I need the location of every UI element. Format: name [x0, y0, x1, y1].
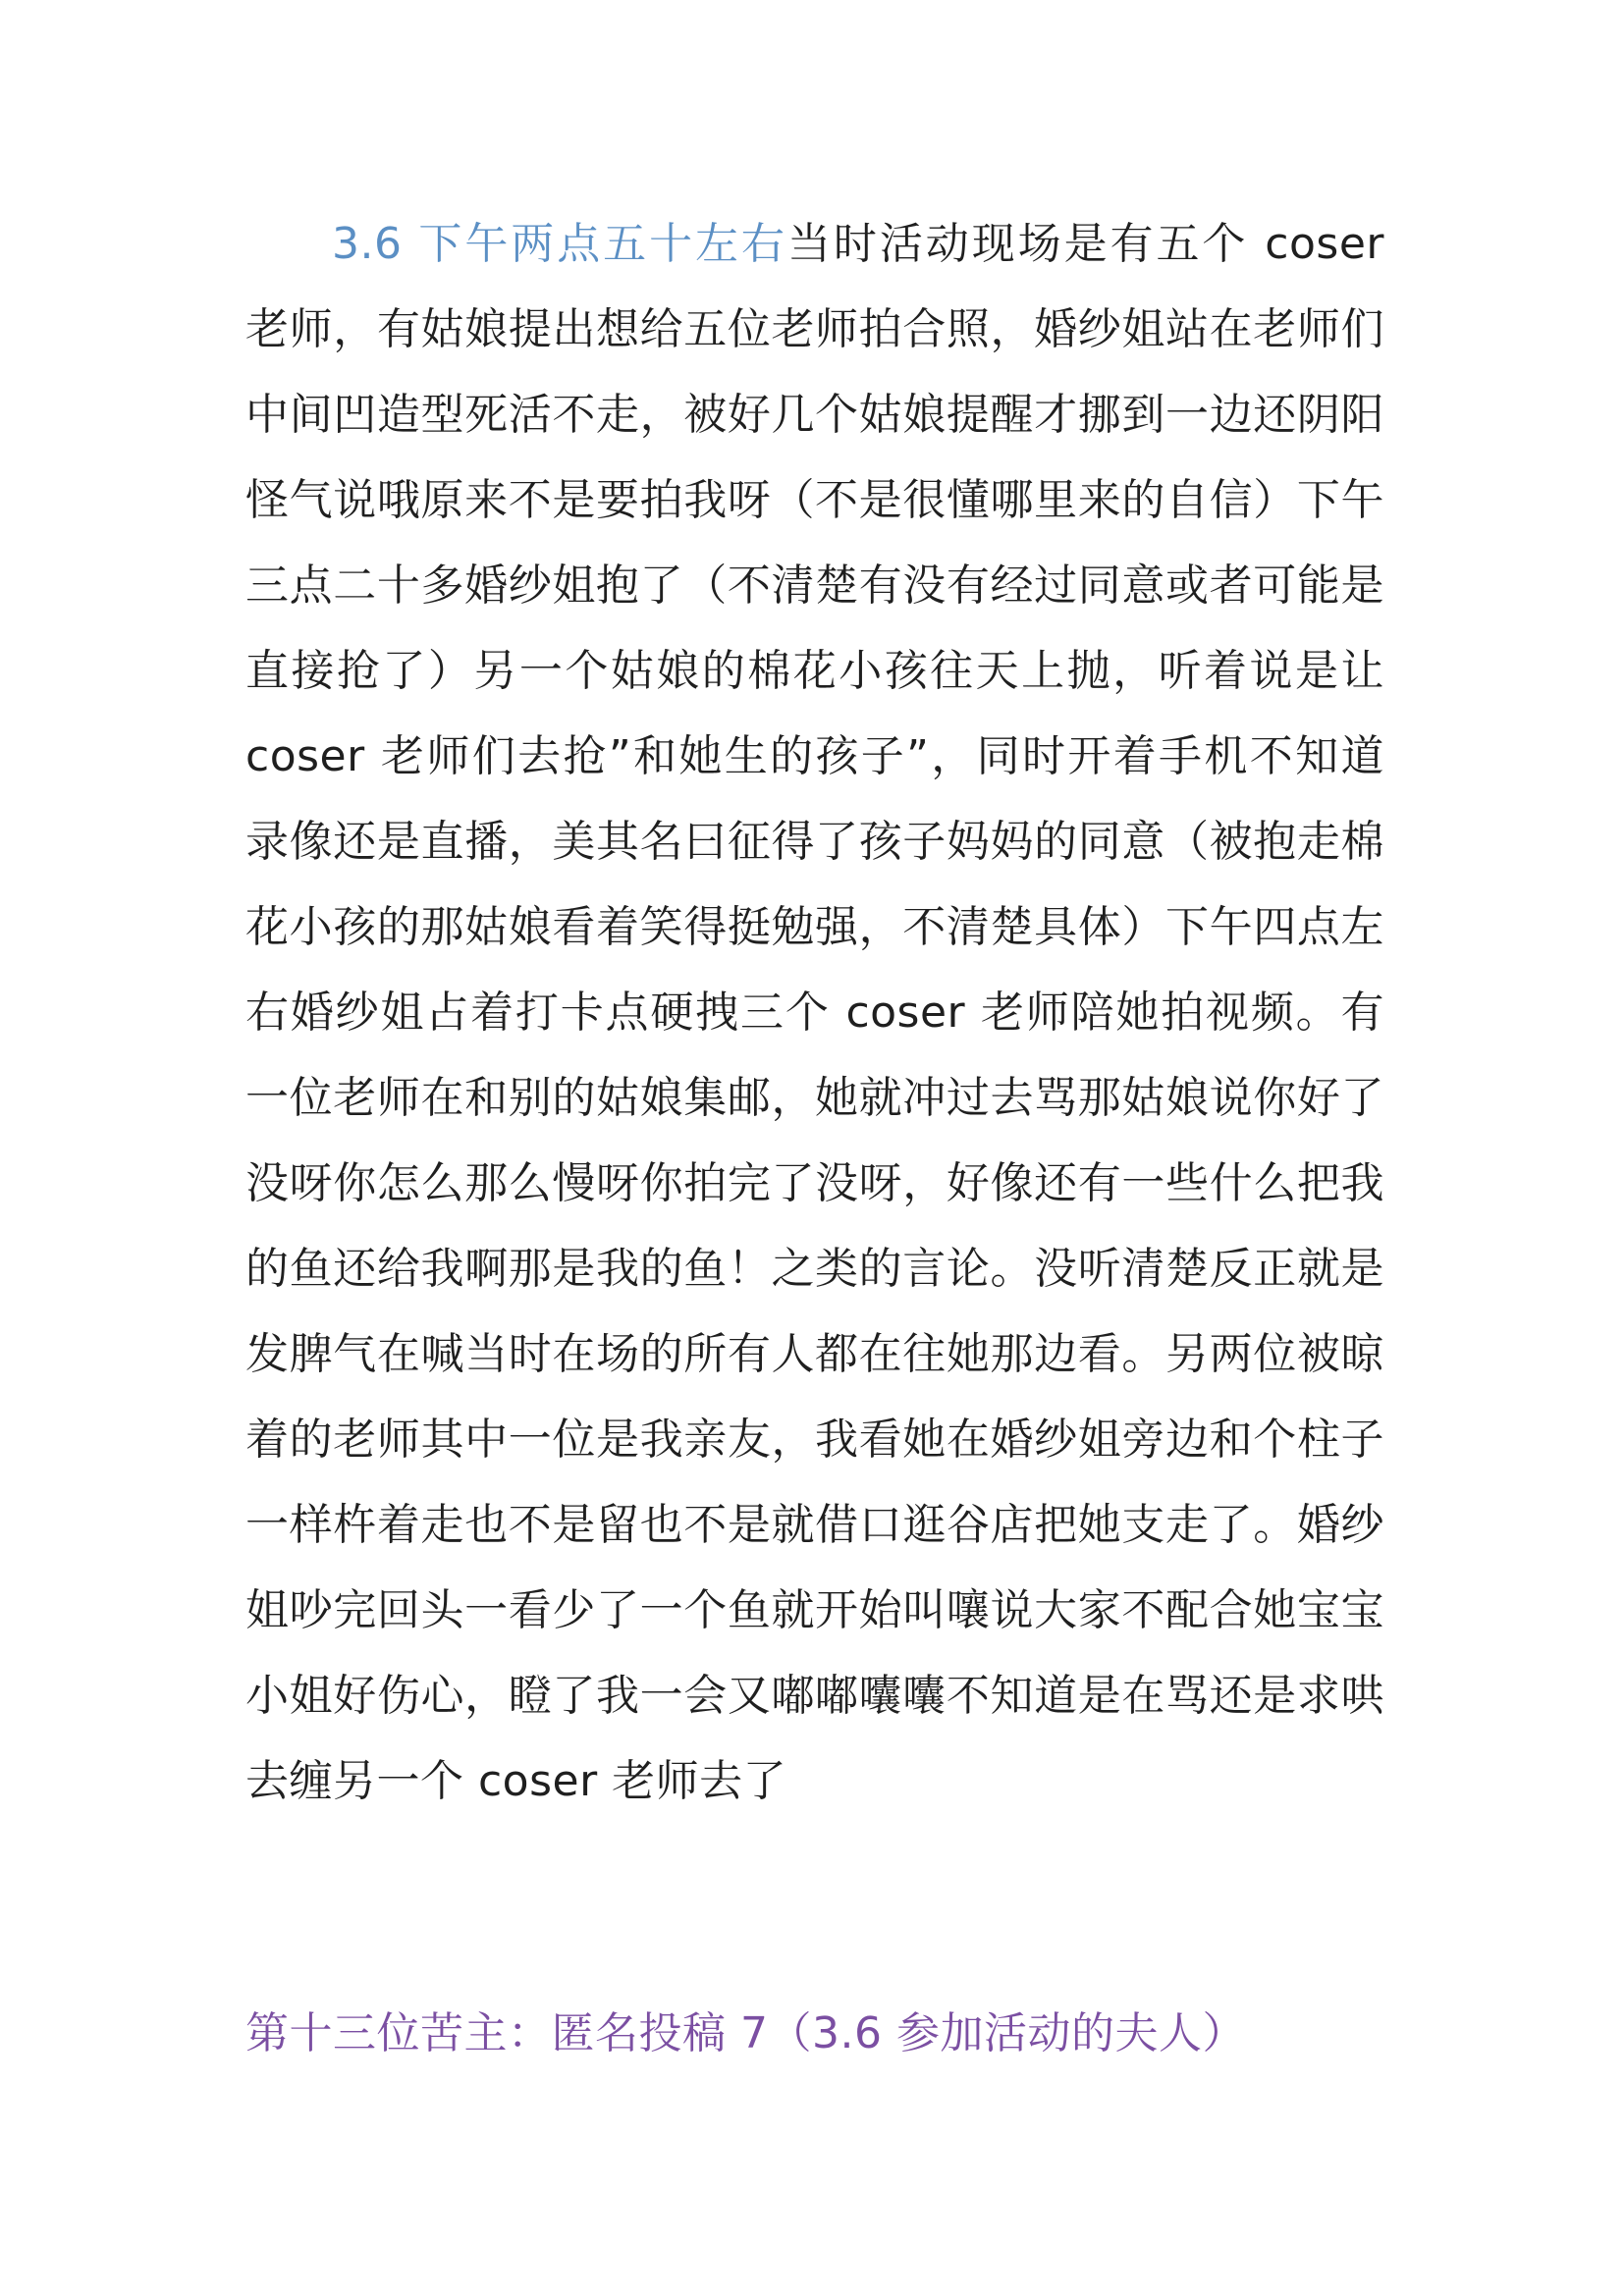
document-page: [245, 201, 1384, 1824]
body-paragraph: [245, 201, 1384, 1824]
section-heading: 第十三位苦主：匿名投稿 7（3.6 参加活动的夫人）: [245, 2008, 1246, 2058]
time-highlight: 3.6 下午两点五十左右: [332, 219, 787, 269]
paragraph-text: 当时活动现场是有五个 coser 老师，有姑娘提出想给五位老师拍合照，婚纱姐站在老师们中间凹造型死活不走，被好几个姑娘提醒才挪到一边还阴阳怪气说哦原来不是要拍我呀（不是很懂哪里来的自信）下午三点二十多婚纱姐抱了（不清楚有没有经过同意或者可能是直接抢了）另一个姑娘的棉花小孩往天上抛，听着说是让 coser 老师们去抢”和她生的孩子”，同时开着手机不知道录像还是直播，美其名曰征得了孩子妈妈的同意（被抱走棉花小孩的那姑娘看着笑得挺勉强，不清楚具体）下午四点左右婚纱姐占着打卡点硬拽三个 coser 老师陪她拍视频。有一位老师在和别的姑娘集邮，她就冲过去骂那姑娘说你好了没呀你怎么那么慢呀你拍完了没呀，好像还有一些什么把我的鱼还给我啊那是我的鱼！之类的言论。没听清楚反正就是发脾气在喊当时在场的所有人都在往她那边看。另两位被晾着的老师其中一位是我亲友，我看她在婚纱姐旁边和个柱子一样杵着走也不是留也不是就借口逛谷店把她支走了。婚纱姐吵完回头一看少了一个鱼就开始叫嚷说大家不配合她宝宝小姐好伤心，瞪了我一会又嘟嘟囔囔不知道是在骂还是求哄去缠另一个 coser 老师去了: [245, 219, 1384, 1806]
